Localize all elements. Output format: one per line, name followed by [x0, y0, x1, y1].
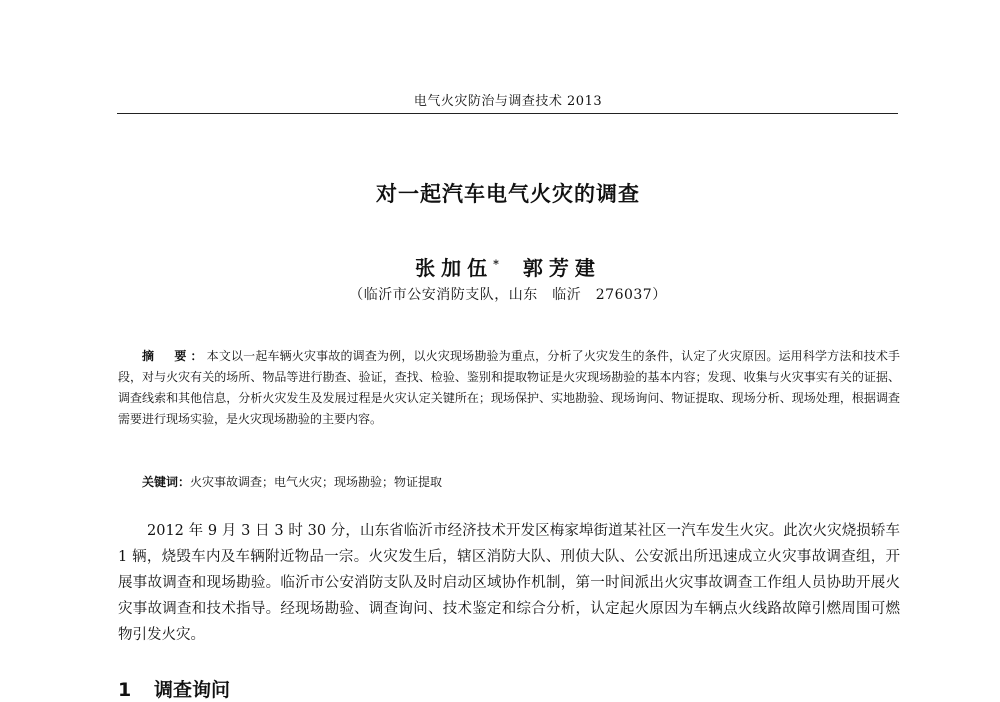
body-paragraph: 2012 年 9 月 3 日 3 时 30 分，山东省临沂市经济技术开发区梅家埠街道某社区一汽车发生火灾。此次火灾烧损轿车 1 辆，烧毁车内及车辆附近物品一宗。火灾发生后，辖区消防大队、刑侦大队、公安派出所迅速成立火灾事故调查组，开展事故调查和现场勘验。临沂市公安消防支队及时启动区域协作机制，第一时间派出火灾事故调查工作组人员协助开展火灾事故调查和技术指导。经现场勘验、调查询问、技术鉴定和综合分析，认定起火原因为车辆点火线路故障引燃周围可燃物引发火灾。 [118, 523, 900, 643]
article-title: 对一起汽车电气火灾的调查 [376, 182, 640, 206]
author-name-first: 张加伍 [415, 256, 494, 280]
section-heading [118, 675, 230, 702]
abstract-text: 本文以一起车辆火灾事故的调查为例，以火灾现场勘验为重点，分析了火灾发生的条件，认定了火灾原因。运用科学方法和技术手段，对与火灾有关的场所、物品等进行勘查、验证，查找、检验、鉴别和提取物证是火灾现场勘验的基本内容；发现、收集与火灾事实有关的证据、调查线索和其他信息，分析火灾发生及发展过程是火灾认定关键所在；现场保护、实地勘验、现场询问、物证提取、现场分析、现场处理，根据调查需要进行现场实验，是火灾现场勘验的主要内容。 [118, 349, 900, 426]
section-title: 调查询问 [154, 679, 231, 701]
body-text [118, 518, 900, 648]
keywords-label: 关键词： [142, 475, 191, 489]
running-header: 电气火灾防治与调查技术 2013 [413, 94, 603, 109]
keywords-text: 火灾事故调查；电气火灾；现场勘验；物证提取 [190, 475, 443, 489]
header-rule [117, 113, 898, 114]
corresponding-author-mark: * [493, 257, 499, 271]
keywords [142, 473, 442, 490]
author-list [118, 252, 898, 281]
section-number: 1 [118, 679, 132, 701]
author-affiliation: （临沂市公安消防支队，山东 临沂 276037） [349, 287, 667, 303]
abstract [118, 346, 900, 430]
abstract-label: 摘 要： [142, 349, 207, 363]
author-name-second: 郭芳建 [522, 256, 601, 280]
